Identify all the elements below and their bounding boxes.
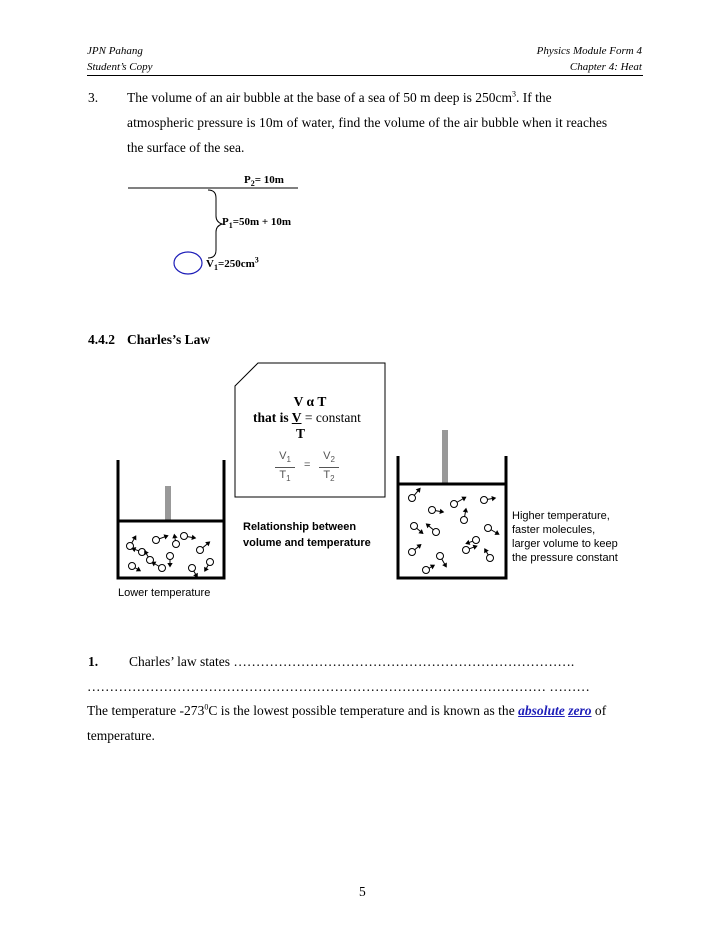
p2-symbol: P (244, 174, 251, 186)
question3-line1 (127, 90, 641, 106)
question3-number: 3. (88, 90, 99, 105)
header-chapter: Chapter 4: Heat (569, 61, 642, 73)
v1-label (206, 255, 259, 273)
molecule (129, 563, 141, 571)
relationship-caption-line1: Relationship between (243, 521, 357, 533)
right-piston-rod (442, 430, 448, 484)
left-piston-rod (165, 486, 171, 520)
absolute-link[interactable]: absolute (518, 703, 565, 718)
molecule (145, 551, 154, 564)
p2-subscript: 2 (250, 179, 255, 189)
header-left (87, 43, 153, 75)
v1-subscript: 1 (213, 263, 218, 273)
molecule (466, 537, 479, 545)
p1-value: =50m + 10m (232, 216, 292, 228)
fraction1-bar (275, 467, 295, 468)
header-school: JPN Pahang (87, 45, 143, 57)
molecule (463, 545, 477, 553)
section-number: 4.4.2 (88, 332, 115, 347)
p1-subscript: 1 (228, 221, 233, 231)
molecule (189, 565, 198, 578)
molecule (173, 535, 180, 548)
header-right (537, 43, 642, 75)
molecule (451, 497, 466, 507)
right-container (392, 428, 514, 584)
absolute-zero-line1 (87, 703, 606, 719)
depth-brace (208, 190, 222, 258)
molecule (423, 565, 435, 573)
item1-number: 1. (88, 654, 99, 669)
right-container-caption (512, 509, 618, 565)
molecule (461, 509, 468, 524)
charles-law-prompt: Charles’ law states …………………………………………………………………. (129, 654, 575, 669)
p1-symbol: P (222, 216, 229, 228)
molecule (481, 497, 496, 504)
question3-line2: atmospheric pressure is 10m of water, find the volume of the air bubble when it reaches (127, 115, 608, 130)
molecule (181, 533, 196, 540)
absolute-zero-line2: temperature. (87, 728, 155, 743)
molecule (152, 562, 165, 571)
header-copy-type: Student’s Copy (87, 61, 153, 73)
right-caption-line4: the pressure constant (512, 552, 618, 564)
question3-line1-text: The volume of an air bubble at the base of a sea of 50 m deep is 250cm (127, 90, 513, 105)
molecule (429, 507, 444, 514)
fraction1-denominator: $T_1$ (279, 469, 291, 484)
molecule (437, 553, 447, 567)
molecule (197, 542, 210, 554)
fraction2-numerator: $V_2$ (323, 450, 335, 465)
p1-label (222, 216, 292, 231)
molecule (485, 525, 499, 535)
formula-box-frame (234, 362, 386, 498)
section-title: Charles’s Law (127, 332, 211, 347)
molecule (411, 523, 423, 534)
molecule (153, 535, 168, 543)
molecule (205, 559, 214, 572)
left-container (112, 456, 230, 584)
right-caption-line3: larger volume to keep (512, 538, 618, 550)
fraction2-denominator: $T_2$ (323, 469, 335, 484)
p2-value: = 10m (254, 174, 284, 186)
v1-symbol: V (206, 258, 214, 270)
degree-superscript: 0 (204, 702, 209, 712)
zero-link[interactable]: zero (568, 703, 592, 718)
relationship-caption-line2: volume and temperature (243, 537, 371, 549)
molecule (409, 545, 421, 556)
proportionality-statement: V α T (293, 394, 327, 409)
molecule (409, 488, 421, 501)
page-number: 5 (359, 884, 366, 899)
molecule (132, 548, 145, 556)
right-caption-line2: faster molecules, (512, 524, 596, 536)
constant-prefix: that is (253, 410, 292, 425)
molecule (485, 549, 494, 562)
absolute-zero-pre: The temperature -273 (87, 703, 205, 718)
answer-dots-line: ………………………………………………………………………………………… ……… (87, 679, 590, 694)
question3-line1-end: . If the (516, 90, 552, 105)
fraction1-numerator: $V_1$ (279, 450, 291, 465)
molecule (426, 524, 439, 536)
relationship-caption (243, 520, 371, 550)
molecule (167, 553, 174, 567)
question3-line3: the surface of the sea. (127, 140, 245, 155)
absolute-zero-mid: C is the lowest possible temperature and is known as the (208, 703, 519, 718)
header-module: Physics Module Form 4 (536, 45, 642, 57)
question3-cube-sup: 3 (512, 89, 517, 99)
air-bubble (174, 252, 202, 274)
constant-numerator: V (291, 410, 302, 425)
v1-superscript: 3 (254, 255, 259, 265)
equation-equals: = (304, 459, 311, 471)
absolute-zero-post: of (591, 703, 607, 718)
p2-label (244, 174, 284, 189)
v1-value: =250cm (217, 258, 255, 270)
constant-suffix: = constant (301, 410, 361, 425)
header-rule (87, 75, 643, 76)
fraction2-bar (319, 467, 339, 468)
constant-denominator: T (296, 426, 306, 441)
right-caption-line1: Higher temperature, (512, 510, 610, 522)
right-molecules (409, 488, 499, 573)
constant-statement (253, 410, 361, 426)
left-container-caption: Lower temperature (118, 587, 211, 599)
left-molecules (127, 533, 214, 578)
